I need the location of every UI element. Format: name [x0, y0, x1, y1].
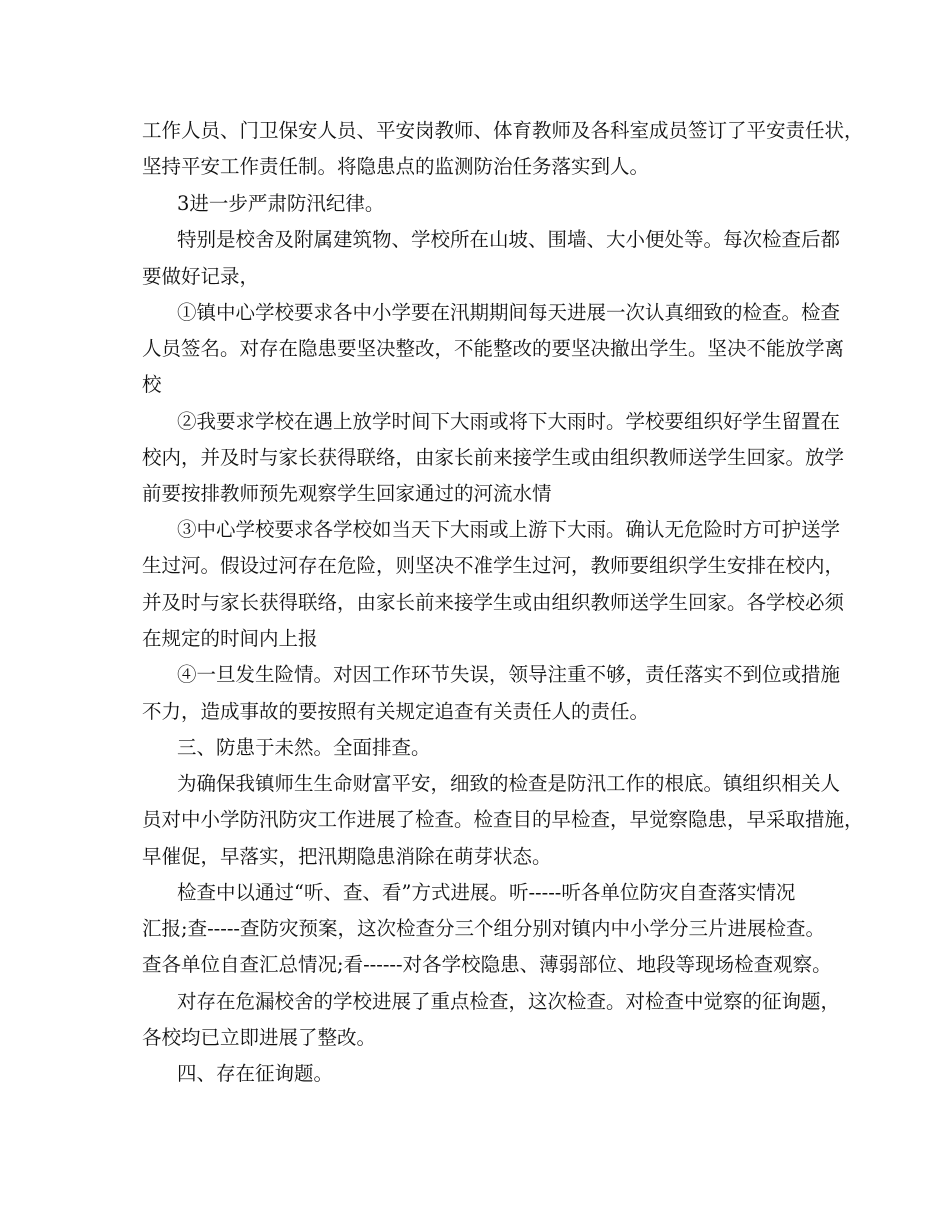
text-line: 并及时与家长获得联络，由家长前来接学生或由组织教师送学生回家。各学校必须 — [142, 591, 845, 614]
text-line: 特别是校舍及附属建筑物、学校所在山坡、围墙、大小便处等。每次检查后都 — [177, 228, 841, 251]
list-item-text: ①镇中心学校要求各中小学要在汛期期间每天进展一次认真细致的检查。检查 — [177, 301, 841, 324]
section-heading: 三、防患于未然。全面排查。 — [177, 736, 431, 759]
text-line: 坚持平安工作责任制。将隐患点的监测防治任务落实到人。 — [142, 155, 650, 178]
text-line: 生过河。假设过河存在危险，则坚决不准学生过河，教师要组织学生安排在校内， — [142, 554, 845, 577]
section-heading: 四、存在征询题。 — [177, 1062, 334, 1085]
text-line: 前要按排教师预先观察学生回家通过的河流水情 — [142, 482, 552, 505]
text-line: 工作人员、门卫保安人员、平安岗教师、体育教师及各科室成员签订了平安责任状， — [142, 119, 864, 142]
text-line: 要做好记录， — [142, 265, 260, 288]
text-line: 早催促，早落实，把汛期隐患消除在萌芽状态。 — [142, 845, 552, 868]
text-line: 各校均已立即进展了整改。 — [142, 1026, 377, 1049]
text-line: 不力，造成事故的要按照有关规定追查有关责任人的责任。 — [142, 700, 650, 723]
text-line: 检查中以通过“听、查、看”方式进展。听-----听各单位防灾自查落实情况 — [177, 881, 796, 904]
list-item-text: ③中心学校要求各学校如当天下大雨或上游下大雨。确认无危险时方可护送学 — [177, 518, 841, 541]
text-line: 校 — [142, 373, 162, 396]
list-item-text: ②我要求学校在遇上放学时间下大雨或将下大雨时。学校要组织好学生留置在 — [177, 410, 841, 433]
text-line: 对存在危漏校舍的学校进展了重点检查，这次检查。对检查中觉察的征询题， — [177, 990, 841, 1013]
text-line: 在规定的时间内上报 — [142, 627, 318, 650]
section-heading: 3进一步严肃防汛纪律。 — [177, 192, 385, 215]
list-item-text: ④一旦发生险情。对因工作环节失误，领导注重不够，责任落实不到位或措施 — [177, 663, 841, 686]
text-line: 为确保我镇师生生命财富平安，细致的检查是防汛工作的根底。镇组织相关人 — [177, 772, 841, 795]
text-line: 校内，并及时与家长获得联络，由家长前来接学生或由组织教师送学生回家。放学 — [142, 446, 845, 469]
text-line: 人员签名。对存在隐患要坚决整改，不能整改的要坚决撤出学生。坚决不能放学离 — [142, 337, 845, 360]
text-line: 汇报;查-----查防灾预案，这次检查分三个组分别对镇内中小学分三片进展检查。 — [142, 917, 826, 940]
text-line: 查各单位自查汇总情况;看------对各学校隐患、薄弱部位、地段等现场检查观察。 — [142, 953, 832, 976]
text-line: 员对中小学防汛防灾工作进展了检查。检查目的早检查，早觉察隐患，早采取措施， — [142, 808, 864, 831]
